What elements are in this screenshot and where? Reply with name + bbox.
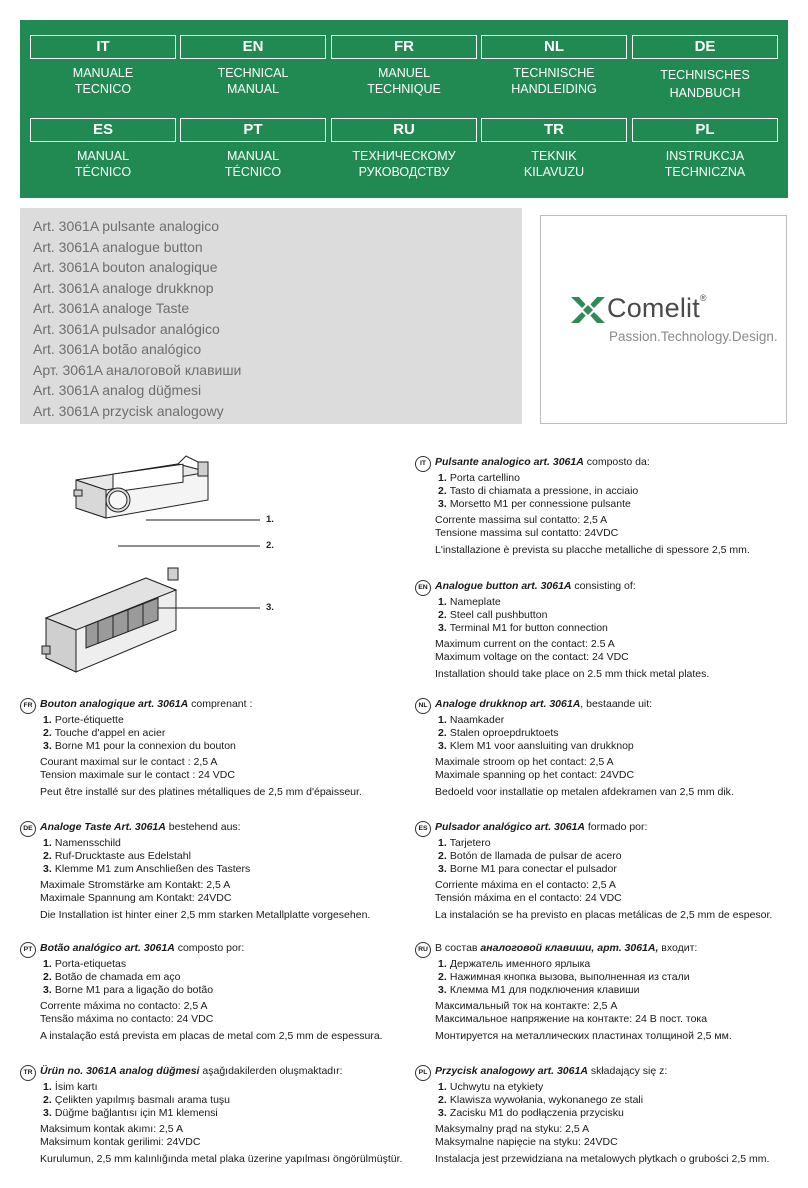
product-title-nl: Art. 3061A analoge drukknop — [33, 279, 214, 296]
item-text: İsim kartı — [54, 1081, 98, 1093]
installation-note: L'installazione è prevista su placche metalliche di spessore 2,5 mm. — [435, 544, 750, 556]
list-item: 2. Steel call pushbutton — [438, 609, 548, 621]
item-text: Touche d'appel en acier — [54, 727, 166, 739]
spec-current: Corriente máxima en el contacto: 2,5 A — [435, 879, 616, 891]
spec-current: Maximale Stromstärke am Kontakt: 2,5 A — [40, 879, 231, 891]
list-item: 2. Çelikten yapılmış basmalı arama tuşu — [43, 1094, 230, 1106]
brand-name — [607, 293, 707, 324]
parts-list — [438, 596, 785, 635]
lang-title-line2: TÉCNICO — [74, 165, 132, 179]
installation-note: A instalação está prevista em placas de metal com 2,5 mm de espessura. — [40, 1030, 383, 1042]
heading-rest: входит: — [658, 942, 698, 954]
item-text: Porta-etiquetas — [54, 958, 127, 970]
list-item: 1. Держатель именного ярлыка — [438, 958, 591, 970]
lang-code: PL — [632, 118, 778, 142]
heading-rest: consisting of: — [571, 580, 636, 592]
parts-list — [43, 714, 390, 753]
lang-title-line2: TÉCNICO — [224, 165, 282, 179]
list-item: 1. İsim kartı — [43, 1081, 98, 1093]
lang-code: RU — [331, 118, 477, 142]
parts-list — [438, 472, 785, 511]
block-heading — [40, 821, 390, 834]
lang-title-line2: HANDLEIDING — [511, 82, 597, 96]
list-item: 1. Uchwytu na etykiety — [438, 1081, 544, 1093]
lang-code: FR — [331, 35, 477, 59]
parts-list — [438, 1081, 785, 1120]
heading-bold: Ürün no. 3061A analog düğmesi — [40, 1065, 200, 1077]
block-heading — [40, 698, 390, 711]
item-text: Tarjetero — [449, 837, 491, 849]
spec-voltage: Maximum voltage on the contact: 24 VDC — [435, 651, 629, 663]
product-title-tr: Art. 3061A analog düğmesi — [33, 382, 202, 398]
block-heading — [435, 942, 785, 955]
lang-title-line2: РУКОВОДСТВУ — [358, 165, 450, 179]
lang-block-pl — [415, 1065, 785, 1166]
language-badge-icon: EN — [415, 580, 431, 596]
lang-block-ru — [415, 942, 785, 1043]
item-text: Steel call pushbutton — [449, 609, 548, 621]
spec-current: Maximale stroom op het contact: 2,5 A — [435, 756, 614, 768]
language-header-banner — [20, 20, 788, 198]
lang-code: DE — [632, 35, 778, 59]
item-text: Namensschild — [54, 837, 121, 849]
installation-note: Kurulumun, 2,5 mm kalınlığında metal plaka üzerine yapılması öngörülmüştür. — [40, 1153, 403, 1165]
item-text: Çelikten yapılmış basmalı arama tuşu — [54, 1094, 230, 1106]
list-item: 2. Tasto di chiamata a pressione, in acciaio — [438, 485, 639, 497]
spec-current: Максимальный ток на контакте: 2,5 A — [435, 1000, 618, 1012]
item-text: Porte-étiquette — [54, 714, 124, 726]
heading-bold: Pulsante analogico art. 3061A — [435, 456, 584, 468]
brand-name-text: Comelit — [607, 293, 700, 323]
installation-note: La instalación se ha previsto en placas metálicas de 2,5 mm de espesor. — [435, 909, 773, 921]
block-heading — [40, 942, 390, 955]
language-badge-icon: IT — [415, 456, 431, 472]
item-text: Nameplate — [449, 596, 501, 608]
item-text: Держатель именного ярлыка — [449, 958, 591, 970]
item-text: Stalen oproepdruktoets — [449, 727, 559, 739]
parts-list — [438, 837, 785, 876]
installation-note: Peut être installé sur des platines métalliques de 2,5 mm d'épaisseur. — [40, 786, 362, 798]
item-text: Borne M1 pour la connexion du bouton — [54, 740, 236, 752]
product-title-es: Art. 3061A pulsador analógico — [33, 320, 220, 337]
list-item: 1. Porta-etiquetas — [43, 958, 127, 970]
language-badge-icon: NL — [415, 698, 431, 714]
item-text: Botão de chamada em aço — [54, 971, 181, 983]
spec-current: Corrente massima sul contatto: 2,5 A — [435, 514, 608, 526]
item-text: Klemme M1 zum Anschließen des Tasters — [54, 863, 251, 875]
lang-title-line1: MANUALE — [72, 66, 134, 80]
spec-voltage: Tensione massima sul contatto: 24VDC — [435, 527, 619, 539]
spec-current: Corrente máxima no contacto: 2,5 A — [40, 1000, 208, 1012]
comelit-x-logo-icon — [571, 297, 605, 323]
item-text: Botón de llamada de pulsar de acero — [449, 850, 622, 862]
heading-rest: composto por: — [174, 942, 245, 954]
lang-title-line2: MANUAL — [226, 82, 280, 96]
item-text: Borne M1 para conectar el pulsador — [449, 863, 617, 875]
callout-label: 1. — [266, 514, 274, 525]
list-item: 1. Tarjetero — [438, 837, 491, 849]
lang-title-line2: KILAVUZU — [523, 165, 585, 179]
lang-title-line1: MANUAL — [76, 149, 130, 163]
item-text: Morsetto M1 per connessione pulsante — [449, 498, 631, 510]
list-item: 3. Borne M1 pour la connexion du bouton — [43, 740, 236, 752]
language-badge-icon: PL — [415, 1065, 431, 1081]
heading-rest: formado por: — [584, 821, 648, 833]
lang-title-line2: TECNICO — [74, 82, 132, 96]
list-item: 2. Botão de chamada em aço — [43, 971, 181, 983]
parts-list — [43, 958, 390, 997]
product-title-box — [20, 208, 522, 424]
lang-cell-tr[interactable] — [481, 118, 627, 180]
list-item: 2. Klawisza wywołania, wykonanego ze stali — [438, 1094, 644, 1106]
lang-code: ES — [30, 118, 176, 142]
list-item: 3. Borne M1 para a ligação do botão — [43, 984, 214, 996]
spec-voltage: Maksimum kontak gerilimi: 24VDC — [40, 1136, 201, 1148]
block-heading — [435, 821, 785, 834]
heading-rest: composto da: — [583, 456, 650, 468]
spec-voltage: Maksymalne napięcie na styku: 24VDC — [435, 1136, 618, 1148]
lang-title-line1: TECHNICAL — [217, 66, 289, 80]
spec-current: Courant maximal sur le contact : 2,5 A — [40, 756, 218, 768]
language-badge-icon: ES — [415, 821, 431, 837]
block-heading — [435, 1065, 785, 1078]
list-item: 1. Nameplate — [438, 596, 501, 608]
lang-title-line1: MANUEL — [377, 66, 431, 80]
lang-title-line2: TECHNICZNA — [664, 165, 746, 179]
lang-block-es — [415, 821, 785, 922]
lang-block-fr — [20, 698, 390, 799]
block-heading — [435, 580, 785, 593]
item-text: Klawisza wywołania, wykonanego ze stali — [449, 1094, 644, 1106]
item-text: Klem M1 voor aansluiting van drukknop — [449, 740, 634, 752]
item-text: Tasto di chiamata a pressione, in acciaio — [449, 485, 639, 497]
item-text: Zacisku M1 do podłączenia przycisku — [449, 1107, 624, 1119]
installation-note: Installation should take place on 2.5 mm thick metal plates. — [435, 668, 710, 680]
lang-code: PT — [180, 118, 326, 142]
list-item: 3. Klemme M1 zum Anschließen des Tasters — [43, 863, 251, 875]
language-badge-icon: TR — [20, 1065, 36, 1081]
list-item: 3. Клемма M1 для подключения клавиши — [438, 984, 640, 996]
lang-title-line1: TECHNISCHE — [513, 66, 595, 80]
product-title-it: Art. 3061A pulsante analogico — [33, 218, 220, 234]
lang-cell-es[interactable] — [30, 118, 176, 180]
callout-label: 3. — [266, 602, 274, 613]
lang-block-it — [415, 456, 785, 557]
spec-voltage: Tensão máxima no contacto: 24 VDC — [40, 1013, 214, 1025]
item-text: Porta cartellino — [449, 472, 520, 484]
lang-title-line1: TECHNISCHES — [660, 68, 750, 82]
spec-voltage: Maximale spanning op het contact: 24VDC — [435, 769, 635, 781]
list-item: 3. Morsetto M1 per connessione pulsante — [438, 498, 631, 510]
heading-rest: comprenant : — [188, 698, 253, 710]
lang-title-line2: TECHNIQUE — [367, 82, 441, 96]
list-item: 3. Düğme bağlantısı için M1 klemensi — [43, 1107, 218, 1119]
product-title-pt: Art. 3061A botão analógico — [33, 341, 202, 357]
lang-cell-it[interactable] — [30, 35, 176, 97]
list-item: 2. Ruf-Drucktaste aus Edelstahl — [43, 850, 191, 862]
lang-block-en — [415, 580, 785, 681]
list-item: 2. Touche d'appel en acier — [43, 727, 166, 739]
heading-bold: Przycisk analogowy art. 3061A — [435, 1065, 588, 1077]
heading-rest: składający się z: — [587, 1065, 668, 1077]
block-heading — [40, 1065, 390, 1078]
lang-code: NL — [481, 35, 627, 59]
block-heading — [435, 698, 785, 711]
spec-voltage: Максимальное напряжение на контакте: 24 В пост. тока — [435, 1013, 708, 1025]
installation-note: Монтируется на металлических пластинах толщиной 2,5 мм. — [435, 1030, 732, 1042]
parts-list — [438, 714, 785, 753]
spec-current: Maximum current on the contact: 2.5 A — [435, 638, 615, 650]
list-item: 2. Stalen oproepdruktoets — [438, 727, 559, 739]
lang-title-line1: TEKNIK — [531, 149, 577, 163]
lang-cell-de[interactable] — [632, 35, 778, 101]
heading-bold: Analoge Taste Art. 3061A — [40, 821, 166, 833]
item-text: Terminal M1 for button connection — [449, 622, 608, 634]
heading-rest: bestehend aus: — [165, 821, 241, 833]
installation-note: Instalacja jest przewidziana na metalowych płytkach o grubości 2,5 mm. — [435, 1153, 770, 1165]
heading-pre: В состав — [435, 942, 481, 954]
language-badge-icon: FR — [20, 698, 36, 714]
lang-cell-pt[interactable] — [180, 118, 326, 180]
block-heading — [435, 456, 785, 469]
parts-list — [43, 837, 390, 876]
spec-current: Maksimum kontak akımı: 2,5 A — [40, 1123, 183, 1135]
lang-cell-fr[interactable] — [331, 35, 477, 97]
product-title-de: Art. 3061A analoge Taste — [33, 300, 190, 316]
lang-code: TR — [481, 118, 627, 142]
item-text: Клемма M1 для подключения клавиши — [449, 984, 640, 996]
registered-mark: ® — [699, 293, 707, 303]
lang-cell-en[interactable] — [180, 35, 326, 97]
list-item: 1. Namensschild — [43, 837, 121, 849]
lang-cell-nl[interactable] — [481, 35, 627, 97]
product-title-ru: Арт. 3061A аналоговой клавиши — [33, 361, 242, 378]
product-drawing — [28, 450, 288, 690]
lang-block-de — [20, 821, 390, 922]
product-title-en: Art. 3061A analogue button — [33, 238, 203, 255]
lang-block-tr — [20, 1065, 403, 1166]
heading-rest: , bestaande uit: — [580, 698, 653, 710]
lang-cell-pl[interactable] — [632, 118, 778, 180]
brand-tagline: Passion.Technology.Design. — [609, 329, 778, 344]
installation-note: Die Installation ist hinter einer 2,5 mm starken Metallplatte vorgesehen. — [40, 909, 371, 921]
lang-block-pt — [20, 942, 390, 1043]
product-title-pl: Art. 3061A przycisk analogowy — [33, 402, 224, 419]
language-badge-icon: DE — [20, 821, 36, 837]
list-item: 3. Borne M1 para conectar el pulsador — [438, 863, 617, 875]
list-item: 2. Botón de llamada de pulsar de acero — [438, 850, 622, 862]
lang-block-nl — [415, 698, 785, 799]
heading-bold: Bouton analogique art. 3061A — [40, 698, 189, 710]
spec-voltage: Tension maximale sur le contact : 24 VDC — [40, 769, 235, 781]
lang-code: IT — [30, 35, 176, 59]
lang-cell-ru[interactable] — [331, 118, 477, 180]
spec-voltage: Maximale Spannung am Kontakt: 24VDC — [40, 892, 232, 904]
lang-title-line1: INSTRUKCJA — [665, 149, 745, 163]
parts-list — [438, 958, 785, 997]
list-item: 3. Terminal M1 for button connection — [438, 622, 608, 634]
list-item: 3. Zacisku M1 do podłączenia przycisku — [438, 1107, 624, 1119]
lang-title-line1: ТЕХНИЧЕСКОМУ — [352, 149, 456, 163]
heading-bold: Analoge drukknop art. 3061A — [435, 698, 581, 710]
product-illustration — [28, 450, 288, 690]
language-badge-icon: PT — [20, 942, 36, 958]
lang-code: EN — [180, 35, 326, 59]
item-text: Ruf-Drucktaste aus Edelstahl — [54, 850, 191, 862]
product-title-fr: Art. 3061A bouton analogique — [33, 259, 218, 275]
item-text: Uchwytu na etykiety — [449, 1081, 544, 1093]
spec-current: Maksymalny prąd na styku: 2,5 A — [435, 1123, 590, 1135]
list-item: 2. Нажимная кнопка вызова, выполненная из стали — [438, 971, 690, 983]
heading-bold: Analogue button art. 3061A — [435, 580, 572, 592]
installation-note: Bedoeld voor installatie op metalen afdekramen van 2,5 mm dik. — [435, 786, 734, 798]
heading-rest: aşağıdakilerden oluşmaktadır: — [199, 1065, 343, 1077]
heading-bold: Botão analógico art. 3061A — [40, 942, 175, 954]
item-text: Нажимная кнопка вызова, выполненная из стали — [449, 971, 690, 983]
list-item: 1. Porta cartellino — [438, 472, 520, 484]
list-item: 1. Porte-étiquette — [43, 714, 124, 726]
heading-bold: аналоговой клавиши, арт. 3061A, — [480, 942, 659, 954]
item-text: Borne M1 para a ligação do botão — [54, 984, 214, 996]
list-item: 3. Klem M1 voor aansluiting van drukknop — [438, 740, 634, 752]
list-item: 1. Naamkader — [438, 714, 505, 726]
parts-list — [43, 1081, 390, 1120]
brand-logo-box — [540, 215, 787, 424]
spec-voltage: Tensión máxima en el contacto: 24 VDC — [435, 892, 622, 904]
language-badge-icon: RU — [415, 942, 431, 958]
item-text: Naamkader — [449, 714, 505, 726]
item-text: Düğme bağlantısı için M1 klemensi — [54, 1107, 218, 1119]
callout-label: 2. — [266, 540, 274, 551]
lang-title-line2: HANDBUCH — [669, 86, 741, 100]
heading-bold: Pulsador analógico art. 3061A — [435, 821, 585, 833]
lang-title-line1: MANUAL — [226, 149, 280, 163]
